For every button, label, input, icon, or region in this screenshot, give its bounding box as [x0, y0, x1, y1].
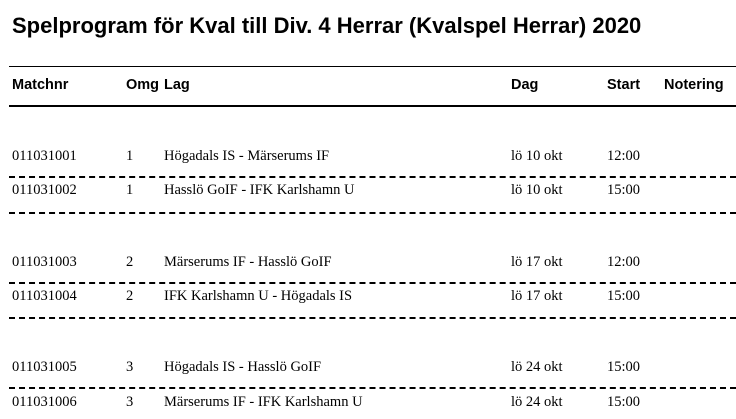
row-divider: [9, 282, 736, 284]
cell-lag: IFK Karlshamn U - Högadals IS: [164, 288, 353, 304]
cell-matchnr: 011031006: [12, 394, 77, 410]
cell-lag: Högadals IS - Märserums IF: [164, 148, 330, 164]
cell-omg: 2: [126, 254, 134, 270]
cell-dag: lö 24 okt: [511, 394, 563, 410]
page-title: Spelprogram för Kval till Div. 4 Herrar (Kvalspel Herrar) 2020: [12, 13, 642, 38]
cell-start: 15:00: [607, 182, 641, 198]
column-header-start: Start: [607, 77, 641, 93]
cell-lag: Högadals IS - Hasslö GoIF: [164, 359, 322, 375]
row-divider: [9, 212, 736, 214]
column-header-dag: Dag: [511, 77, 539, 93]
cell-dag: lö 17 okt: [511, 288, 563, 304]
cell-omg: 1: [126, 182, 134, 198]
column-header-matchnr: Matchnr: [12, 77, 69, 93]
cell-lag: Märserums IF - Hasslö GoIF: [164, 254, 332, 270]
column-header-omg: Omg: [126, 77, 160, 93]
cell-dag: lö 10 okt: [511, 182, 563, 198]
row-divider: [9, 387, 736, 389]
cell-matchnr: 011031005: [12, 359, 77, 375]
column-header-notering: Notering: [664, 77, 724, 93]
cell-dag: lö 10 okt: [511, 148, 563, 164]
column-header-lag: Lag: [164, 77, 190, 93]
cell-lag: Märserums IF - IFK Karlshamn U: [164, 394, 363, 410]
cell-lag: Hasslö GoIF - IFK Karlshamn U: [164, 182, 355, 198]
cell-omg: 3: [126, 359, 134, 375]
row-divider: [9, 317, 736, 319]
header-top-rule: [9, 66, 736, 67]
cell-start: 15:00: [607, 394, 641, 410]
row-divider: [9, 176, 736, 178]
cell-omg: 3: [126, 394, 134, 410]
cell-start: 12:00: [607, 254, 641, 270]
cell-matchnr: 011031004: [12, 288, 77, 304]
header-bottom-rule: [9, 105, 736, 107]
cell-start: 12:00: [607, 148, 641, 164]
cell-start: 15:00: [607, 359, 641, 375]
cell-matchnr: 011031003: [12, 254, 77, 270]
cell-dag: lö 24 okt: [511, 359, 563, 375]
cell-matchnr: 011031002: [12, 182, 77, 198]
cell-omg: 2: [126, 288, 134, 304]
cell-omg: 1: [126, 148, 134, 164]
cell-start: 15:00: [607, 288, 641, 304]
cell-matchnr: 011031001: [12, 148, 77, 164]
cell-dag: lö 17 okt: [511, 254, 563, 270]
